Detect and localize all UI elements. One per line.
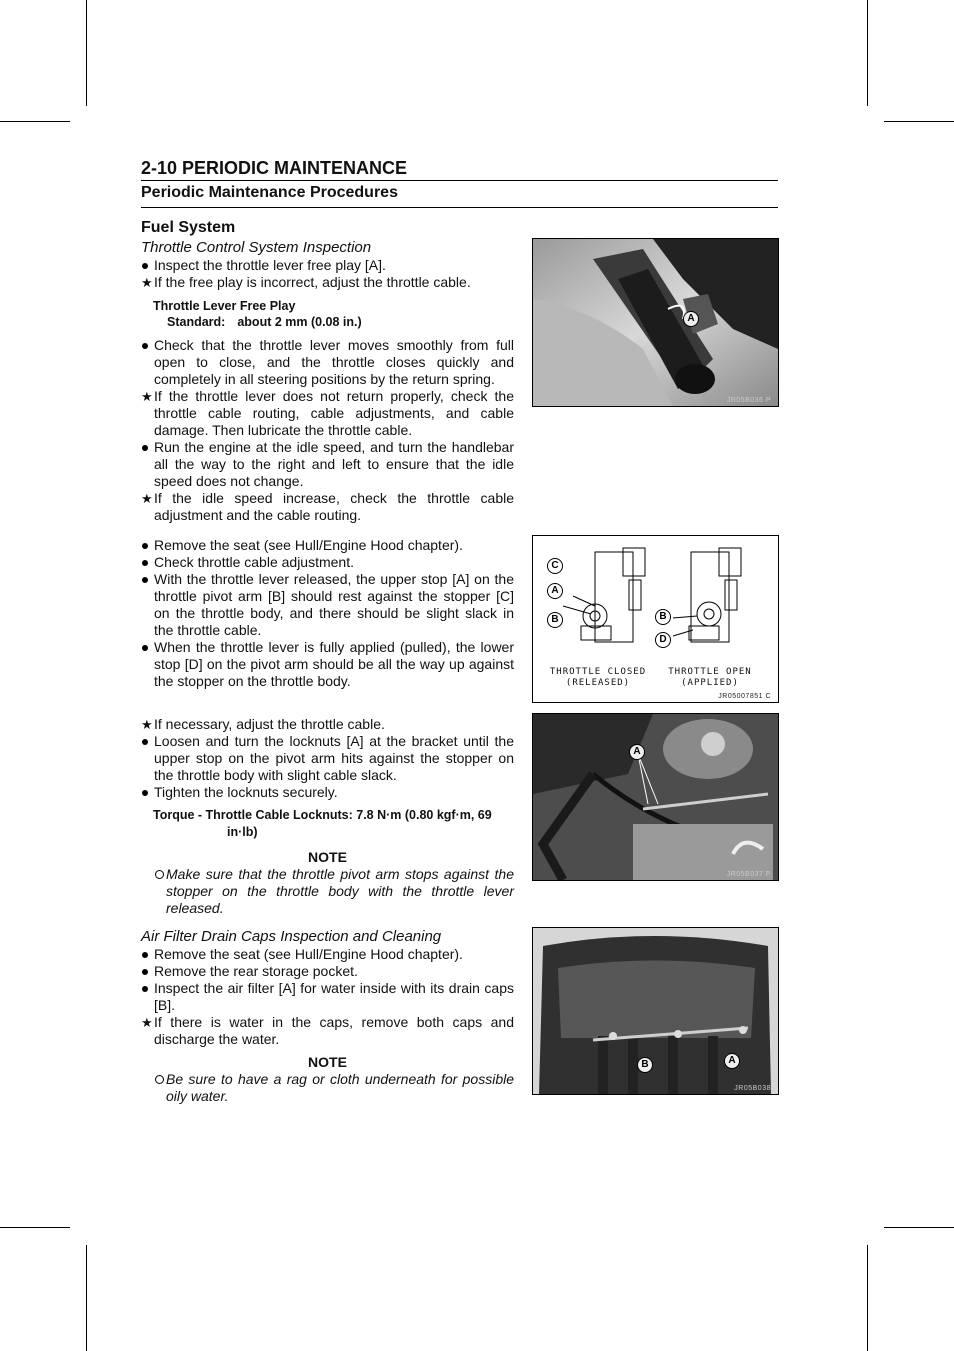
list-item [141,257,514,274]
circle-bullet-icon [155,1075,164,1084]
bullet-icon [142,969,148,975]
callout-b: B [547,612,563,628]
callout-c: C [547,558,563,574]
callout-b: B [637,1057,653,1073]
star-icon: ★ [141,1015,153,1030]
list-item-text: Remove the rear storage pocket. [154,963,358,979]
cable-adjustment-list [141,537,514,690]
throttle-inspection-list [141,257,514,291]
caption-throttle-open: THROTTLE OPEN (APPLIED) [668,667,752,688]
list-item-text: Inspect the air filter [A] for water inside with its drain caps [B]. [154,980,514,1013]
list-item-text: Run the engine at the idle speed, and turn the handlebar all the way to the right and left to ensure that the idle speed does not change. [154,439,514,489]
figure-code: JR05B038 [734,1085,771,1092]
list-item [141,716,514,733]
air-filter-photo [532,927,779,1095]
figure-code: JR05007851 C [718,693,771,700]
list-item [141,639,514,690]
air-filter-list [141,946,514,1048]
list-item-text: If the free play is incorrect, adjust the throttle cable. [154,274,471,290]
free-play-spec [153,298,514,330]
note-title: NOTE [308,849,347,865]
throttle-inspection-block [141,218,514,524]
list-item [141,946,514,963]
circle-bullet-icon [155,870,164,879]
bullet-icon [142,645,148,651]
list-item [141,337,514,388]
star-icon: ★ [141,389,153,404]
list-item-text: If necessary, adjust the throttle cable. [154,716,385,732]
torque-spec [153,807,514,841]
bullet-icon [142,986,148,992]
callout-a: A [547,583,563,599]
list-item [141,388,514,439]
crop-mark [86,0,87,106]
crop-mark [0,1227,70,1228]
list-item [141,1014,514,1048]
list-item-text: If there is water in the caps, remove both caps and discharge the water. [154,1014,514,1047]
bullet-icon [142,739,148,745]
callout-a: A [724,1053,740,1069]
throttle-inspection-title: Throttle Control System Inspection [141,239,372,256]
cable-adjustment-block [141,537,514,690]
list-item [141,439,514,490]
list-item [141,537,514,554]
list-item-text: When the throttle lever is fully applied (pulled), the lower stop [D] on the pivot arm should be all the way up against the stopper on the throttle body. [154,639,514,689]
note-title: NOTE [308,1054,347,1070]
callout-b: B [655,609,671,625]
list-item-text: Check throttle cable adjustment. [154,554,354,570]
spec-standard-value: about 2 mm (0.08 in.) [237,315,362,329]
page-title: 2-10 PERIODIC MAINTENANCE [141,156,778,181]
list-item [141,963,514,980]
air-filter-title: Air Filter Drain Caps Inspection and Cleaning [141,928,442,945]
bullet-icon [142,445,148,451]
list-item [141,554,514,571]
list-item [141,490,514,524]
bullet-icon [142,560,148,566]
note-text: Be sure to have a rag or cloth underneath for possible oily water. [166,1071,514,1104]
adjust-block [141,716,514,917]
list-item [141,274,514,291]
list-item-text: Check that the throttle lever moves smoothly from full open to close, and the throttle closes quickly and completely in all steering positions by the return spring. [154,337,514,387]
bullet-icon [142,952,148,958]
bullet-icon [142,263,148,269]
crop-mark [0,121,70,122]
bullet-icon [142,790,148,796]
air-filter-block [141,928,514,1105]
torque-line-2: in·lb) [227,825,258,839]
list-item [141,980,514,1014]
list-item-text: With the throttle lever released, the upper stop [A] on the throttle pivot arm [B] should rest against the stopper [C] on the throttle body, and there should be slight slack in the throttle cable. [154,571,514,638]
engine-bay-illustration [533,714,778,880]
callout-d: D [655,632,671,648]
list-item-text: Tighten the locknuts securely. [154,784,338,800]
crop-mark [86,1245,87,1351]
throttle-lever-photo [532,238,779,407]
adjust-list [141,716,514,801]
torque-line-1: Torque - Throttle Cable Locknuts: 7.8 N·m (0.80 kgf·m, 69 [153,808,492,822]
list-item-text: If the throttle lever does not return properly, check the throttle cable routing, cable adjustments, and cable damage. Then lubricate the throttle cable. [154,388,514,438]
list-item-text: Remove the seat (see Hull/Engine Hood chapter). [154,946,463,962]
throttle-diagram [532,535,779,703]
crop-mark [884,1227,954,1228]
note-item [141,866,514,917]
callout-a: A [683,311,699,327]
list-item [141,784,514,801]
figure-code: JR05B037 P [726,871,771,878]
list-item-text: If the idle speed increase, check the throttle cable adjustment and the cable routing. [154,490,514,523]
crop-mark [867,0,868,106]
page-header [141,156,778,208]
throttle-check-list [141,337,514,524]
note-text: Make sure that the throttle pivot arm stops against the stopper on the throttle body with the throttle lever released. [166,866,514,916]
bullet-icon [142,577,148,583]
bullet-icon [142,343,148,349]
note-item [141,1071,514,1105]
star-icon: ★ [141,275,153,290]
spec-title: Throttle Lever Free Play [153,299,296,313]
callout-a: A [629,744,645,760]
crop-mark [867,1245,868,1351]
storage-compartment-illustration [533,928,778,1094]
list-item-text: Inspect the throttle lever free play [A]. [154,257,386,273]
spec-standard-label: Standard: [167,315,226,329]
star-icon: ★ [141,491,153,506]
list-item-text: Remove the seat (see Hull/Engine Hood chapter). [154,537,463,553]
caption-throttle-closed: THROTTLE CLOSED (RELEASED) [549,667,647,688]
section-title: Fuel System [141,219,236,236]
list-item-text: Loosen and turn the locknuts [A] at the bracket until the upper stop on the pivot arm hits against the stopper on the throttle body with slight cable slack. [154,733,514,783]
page-subtitle: Periodic Maintenance Procedures [141,181,778,208]
list-item [141,571,514,639]
crop-mark [884,121,954,122]
list-item [141,733,514,784]
throttle-lever-illustration [533,239,778,406]
figure-code: JR05B036 P [726,397,771,404]
star-icon: ★ [141,717,153,732]
bullet-icon [142,543,148,549]
locknuts-photo [532,713,779,881]
